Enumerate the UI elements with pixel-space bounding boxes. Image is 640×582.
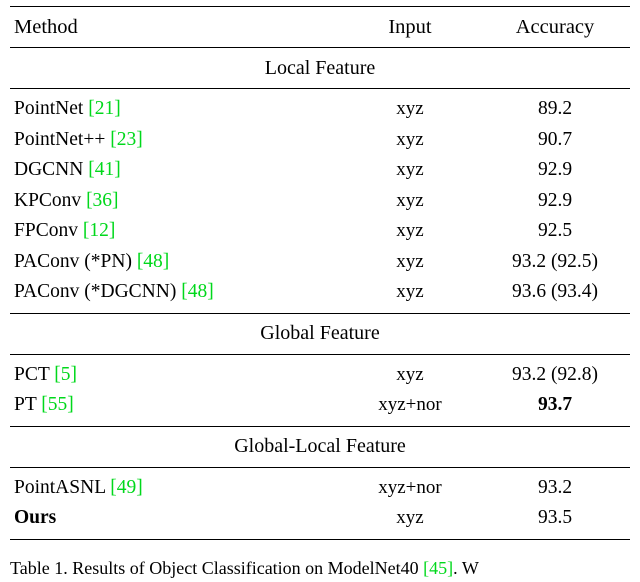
table-row: [10, 125, 630, 156]
method-label: KPConv: [14, 189, 82, 211]
cell-method: [10, 155, 340, 186]
cell-accuracy: 92.9: [537, 159, 573, 181]
caption-prefix: Table 1. Results of Object Classification on ModelNet40: [10, 558, 424, 578]
caption-suffix: . W: [453, 558, 479, 578]
column-header-input: Input: [388, 15, 432, 38]
cell-accuracy: 93.2 (92.5): [511, 250, 599, 272]
citation-ref[interactable]: [36]: [86, 189, 119, 211]
table-row: [10, 390, 630, 426]
method-label: PCT: [14, 363, 50, 385]
citation-ref[interactable]: [49]: [110, 476, 143, 498]
cell-accuracy: 93.2: [537, 476, 573, 498]
citation-ref[interactable]: [5]: [54, 363, 78, 385]
cell-method: [10, 216, 340, 247]
table-header-row: [10, 7, 630, 48]
cell-accuracy: 93.5: [537, 507, 573, 529]
cell-accuracy: 89.2: [537, 98, 573, 120]
table-body: [10, 7, 630, 540]
section-header-global-feature: [10, 314, 630, 355]
method-label: PointASNL: [14, 476, 106, 498]
citation-ref[interactable]: [55]: [41, 394, 74, 416]
cell-accuracy: 93.7: [537, 394, 573, 416]
table-row: [10, 247, 630, 278]
cell-accuracy: 93.2 (92.8): [511, 363, 599, 385]
table-row: [10, 89, 630, 125]
method-label: Ours: [14, 507, 57, 529]
cell-method: [10, 186, 340, 217]
column-header-accuracy: Accuracy: [515, 15, 595, 38]
cell-method: [10, 390, 340, 426]
rule-bottom: [10, 539, 630, 540]
citation-ref[interactable]: [12]: [82, 220, 116, 242]
cell-input: xyz: [396, 281, 424, 303]
cell-method: [10, 468, 340, 504]
section-title: Global-Local Feature: [234, 435, 406, 457]
method-label: PointNet++: [14, 128, 106, 150]
table-row: [10, 468, 630, 504]
method-label: PT: [14, 394, 37, 416]
section-header-global-local-feature: [10, 427, 630, 468]
cell-input: xyz+nor: [378, 394, 442, 416]
cell-input: xyz: [396, 363, 424, 385]
cell-input: xyz: [396, 220, 424, 242]
method-label: PAConv (*DGCNN): [14, 281, 177, 303]
cell-accuracy: 92.9: [537, 189, 573, 211]
cell-method: [10, 355, 340, 391]
citation-ref[interactable]: [48]: [136, 250, 170, 272]
citation-ref[interactable]: [21]: [88, 98, 121, 120]
cell-method: [10, 89, 340, 125]
citation-ref[interactable]: [23]: [110, 128, 143, 150]
table-row: [10, 216, 630, 247]
method-label: PAConv (*PN): [14, 250, 132, 272]
cell-input: xyz: [396, 159, 424, 181]
section-title: Local Feature: [264, 56, 376, 79]
cell-input: xyz: [396, 507, 424, 529]
cell-input: xyz: [396, 189, 424, 211]
cell-method: [10, 277, 340, 313]
table-row: [10, 277, 630, 313]
method-label: FPConv: [14, 220, 78, 242]
table-row: [10, 155, 630, 186]
method-label: PointNet: [14, 98, 84, 120]
cell-accuracy: 92.5: [537, 220, 573, 242]
cell-input: xyz: [396, 250, 424, 272]
citation-ref[interactable]: [41]: [88, 159, 121, 181]
table-row: [10, 503, 630, 539]
table-row: [10, 355, 630, 391]
table-caption: [10, 558, 630, 579]
cell-method: [10, 247, 340, 278]
cell-method: [10, 503, 340, 539]
cell-input: xyz: [396, 98, 424, 120]
table-row: [10, 186, 630, 217]
cell-input: xyz: [396, 128, 424, 150]
caption-citation-ref[interactable]: [45]: [423, 558, 454, 578]
cell-input: xyz+nor: [378, 476, 442, 498]
section-header-local-feature: [10, 48, 630, 89]
cell-accuracy: 90.7: [537, 128, 573, 150]
results-table: [10, 6, 630, 540]
column-header-method: Method: [14, 15, 78, 38]
method-label: DGCNN: [14, 159, 84, 181]
cell-method: [10, 125, 340, 156]
citation-ref[interactable]: [48]: [181, 281, 214, 303]
cell-accuracy: 93.6 (93.4): [511, 281, 599, 303]
section-title: Global Feature: [260, 322, 380, 344]
